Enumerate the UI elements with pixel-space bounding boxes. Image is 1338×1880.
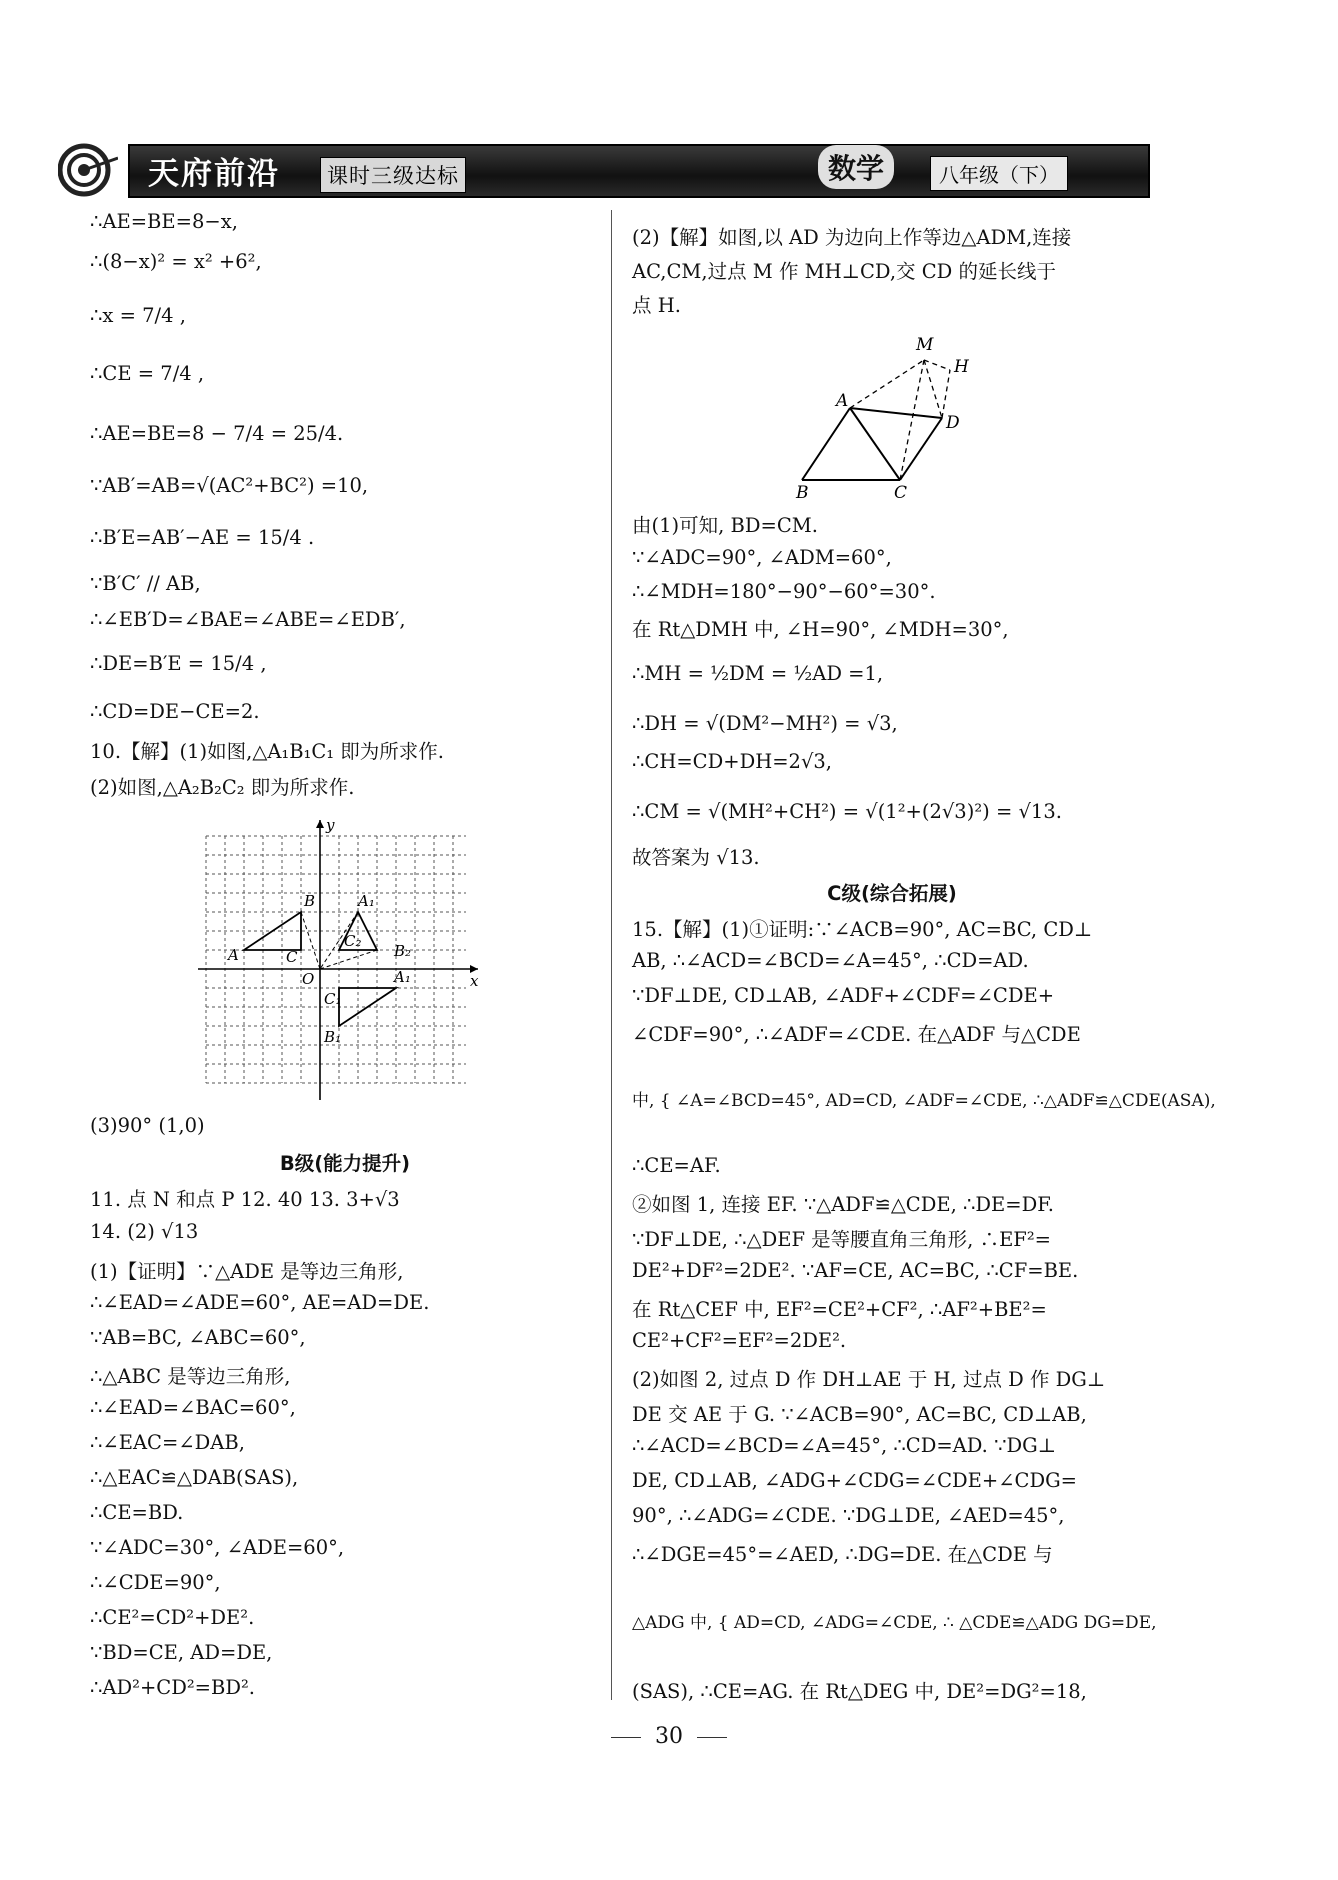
text-line: ∴∠CDE=90°,: [90, 1571, 221, 1594]
b-level-title: B级(能力提升): [279, 1152, 411, 1175]
text-line: ∴∠EAD=∠BAC=60°,: [90, 1396, 296, 1419]
grid-label: C₂: [344, 932, 362, 950]
text-line: ∴(8−x)² = x² +6²,: [90, 250, 262, 273]
dash-left: [611, 1737, 641, 1738]
grid-label: x: [470, 972, 479, 990]
grid-label: A: [228, 946, 239, 964]
text-line: ∴∠MDH=180°−90°−60°=30°.: [632, 580, 936, 603]
geometry-figure: [792, 320, 1012, 500]
grid-label: C: [286, 948, 298, 966]
text-line: ∵B′C′ // AB,: [90, 572, 201, 595]
text-line: ∴x = 7/4 ,: [90, 304, 186, 327]
text-line: ∴∠DGE=45°=∠AED, ∴DG=DE. 在△CDE 与: [632, 1543, 1053, 1566]
geo-label: M: [916, 335, 934, 355]
text-line: ∴MH = ½DM = ½AD =1,: [632, 662, 884, 685]
text-line: 90°, ∴∠ADG=∠CDE. ∵DG⊥DE, ∠AED=45°,: [632, 1504, 1065, 1527]
text-line: ∵∠ADC=90°, ∠ADM=60°,: [632, 546, 892, 569]
text-line: (2)如图 2, 过点 D 作 DH⊥AE 于 H, 过点 D 作 DG⊥: [632, 1368, 1106, 1391]
text-line: ∴DE=B′E = 15/4 ,: [90, 652, 267, 675]
text-line: (2)如图,△A₂B₂C₂ 即为所求作.: [90, 776, 355, 799]
dash-right: [697, 1737, 727, 1738]
text-line: ②如图 1, 连接 EF. ∵△ADF≌△CDE, ∴DE=DF.: [632, 1193, 1054, 1216]
geo-label: H: [954, 357, 969, 377]
page-number-text: 30: [655, 1724, 683, 1749]
geo-label: D: [946, 413, 960, 433]
text-line: ∴∠ACD=∠BCD=∠A=45°, ∴CD=AD. ∵DG⊥: [632, 1434, 1057, 1457]
text-line: ∴CH=CD+DH=2√3,: [632, 750, 832, 773]
text-line: CE²+CF²=EF²=2DE².: [632, 1329, 847, 1352]
text-line: ∴AE=BE=8 − 7/4 = 25/4.: [90, 422, 344, 445]
subject-badge: 数学: [818, 145, 894, 189]
text-line: ∴CE=BD.: [90, 1501, 184, 1524]
text-line: AC,CM,过点 M 作 MH⊥CD,交 CD 的延长线于: [632, 260, 1056, 283]
text-line: ∴AD²+CD²=BD².: [90, 1676, 255, 1699]
c-level-title: C级(综合拓展): [827, 882, 957, 905]
text-line: 故答案为 √13.: [632, 846, 760, 869]
text-line: DE, CD⊥AB, ∠ADG+∠CDG=∠CDE+∠CDG=: [632, 1469, 1078, 1492]
text-line: AB, ∴∠ACD=∠BCD=∠A=45°, ∴CD=AD.: [632, 949, 1029, 972]
text-line: 点 H.: [632, 294, 681, 317]
grid-label: B₂: [394, 942, 412, 960]
text-line: ∴CE²=CD²+DE².: [90, 1606, 255, 1629]
grid-label: O: [302, 970, 315, 988]
text-line: ∵DF⊥DE, ∴△DEF 是等腰直角三角形, ∴EF²=: [632, 1228, 1051, 1251]
text-line: 10.【解】(1)如图,△A₁B₁C₁ 即为所求作.: [90, 740, 445, 763]
grid-label: A₁: [394, 968, 411, 986]
text-line: (2)【解】如图,以 AD 为边向上作等边△ADM,连接: [632, 226, 1072, 249]
text-line: DE²+DF²=2DE². ∵AF=CE, AC=BC, ∴CF=BE.: [632, 1259, 1079, 1282]
grid-label: B: [304, 892, 316, 910]
text-line: ∴DH = √(DM²−MH²) = √3,: [632, 712, 898, 735]
geo-label: B: [796, 483, 809, 500]
text-line: 在 Rt△DMH 中, ∠H=90°, ∠MDH=30°,: [632, 618, 1009, 641]
text-line: ∴CD=DE−CE=2.: [90, 700, 260, 723]
text-line: (1)【证明】∵△ADE 是等边三角形,: [90, 1260, 404, 1283]
text-line: (SAS), ∴CE=AG. 在 Rt△DEG 中, DE²=DG²=18,: [632, 1680, 1087, 1703]
text-line: 11. 点 N 和点 P 12. 40 13. 3+√3: [90, 1188, 400, 1211]
grid-label: B₁: [324, 1028, 342, 1046]
coordinate-grid-figure: [194, 810, 484, 1102]
text-line: ∴∠EB′D=∠BAE=∠ABE=∠EDB′,: [90, 608, 406, 631]
text-line: ∴CE = 7/4 ,: [90, 362, 205, 385]
text-line: ∴CE=AF.: [632, 1154, 721, 1177]
brand-subtitle: 课时三级达标: [320, 157, 466, 193]
text-line: △ADG 中, { AD=CD, ∠ADG=∠CDE, ∴ △CDE≌△ADG DG=DE,: [632, 1613, 1157, 1633]
text-line: ∴∠EAC=∠DAB,: [90, 1431, 245, 1454]
text-line: ∴△EAC≌△DAB(SAS),: [90, 1466, 299, 1489]
grid-label: y: [326, 816, 335, 834]
text-line: ∠CDF=90°, ∴∠ADF=∠CDE. 在△ADF 与△CDE: [632, 1023, 1081, 1046]
text-line: ∴AE=BE=8−x,: [90, 210, 238, 233]
grid-label: C₁: [324, 990, 342, 1008]
text-line: ∵BD=CE, AD=DE,: [90, 1641, 273, 1664]
text-line: ∴∠EAD=∠ADE=60°, AE=AD=DE.: [90, 1291, 430, 1314]
text-line: 由(1)可知, BD=CM.: [632, 514, 818, 537]
text-line: (3)90° (1,0): [90, 1114, 205, 1137]
text-line: ∴CM = √(MH²+CH²) = √(1²+(2√3)²) = √13.: [632, 800, 1062, 823]
column-divider: [611, 210, 612, 1700]
text-line: 在 Rt△CEF 中, EF²=CE²+CF², ∴AF²+BE²=: [632, 1298, 1047, 1321]
text-line: 15.【解】(1)①证明:∵∠ACB=90°, AC=BC, CD⊥: [632, 918, 1093, 941]
target-logo-icon: [58, 140, 118, 200]
text-line: DE 交 AE 于 G. ∵∠ACB=90°, AC=BC, CD⊥AB,: [632, 1403, 1087, 1426]
text-line: ∴B′E=AB′−AE = 15/4 .: [90, 526, 315, 549]
text-line: 14. (2) √13: [90, 1220, 199, 1243]
page-header: [58, 138, 1148, 200]
geo-label: A: [836, 391, 849, 411]
page-number: [0, 1724, 1338, 1749]
grade-badge: 八年级（下）: [930, 156, 1068, 191]
geo-label: C: [894, 483, 908, 500]
brand-title: 天府前沿: [148, 156, 280, 192]
text-line: ∵∠ADC=30°, ∠ADE=60°,: [90, 1536, 345, 1559]
text-line: ∵DF⊥DE, CD⊥AB, ∠ADF+∠CDF=∠CDE+: [632, 984, 1055, 1007]
text-line: ∵AB=BC, ∠ABC=60°,: [90, 1326, 306, 1349]
text-line: ∴△ABC 是等边三角形,: [90, 1365, 291, 1388]
text-line: 中, { ∠A=∠BCD=45°, AD=CD, ∠ADF=∠CDE, ∴△ADF≌△CDE(ASA),: [632, 1091, 1216, 1111]
text-line: ∵AB′=AB=√(AC²+BC²) =10,: [90, 474, 369, 497]
grid-label: A₁: [358, 892, 375, 910]
